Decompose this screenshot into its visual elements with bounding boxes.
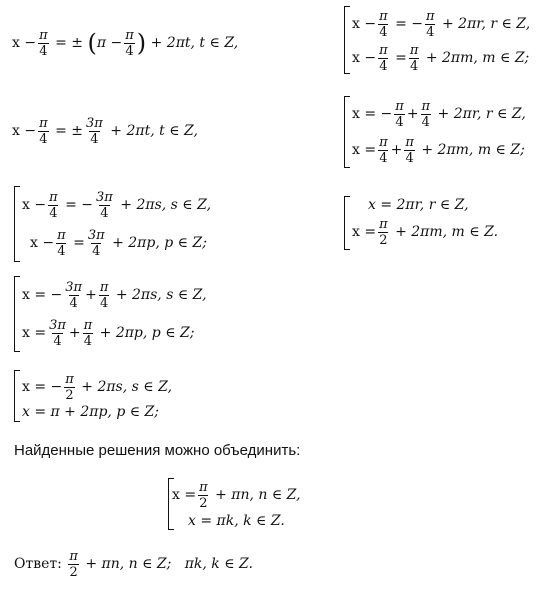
- system-c-line-1: x = − $\frac{\pi}{2}$ + 2πs, s ∈ Z,: [22, 371, 173, 403]
- system-bracket: [344, 196, 350, 250]
- system-right-2: [344, 96, 551, 168]
- fraction-3pi-over-4: $\frac{3\pi}{4}$: [86, 115, 103, 147]
- equation-tail: + 2πt, t ∈ Z,: [110, 123, 198, 139]
- system-bracket: [14, 186, 20, 262]
- system-a-line-1: x − $\frac{\pi}{4}$ = − $\frac{3\pi}{4}$ + 2πs, s ∈ Z,: [22, 189, 212, 221]
- fraction-pi-over-4: $\frac{\pi}{4}$: [39, 27, 48, 59]
- answer-part-1: + πn, n ∈ Z;: [85, 556, 172, 572]
- system-final: [168, 478, 325, 530]
- answer-label: Ответ:: [14, 556, 62, 572]
- system-bracket: [344, 6, 350, 74]
- combine-caption: Найденные решения можно объединить:: [14, 442, 301, 459]
- system-c: [14, 370, 201, 422]
- system-right-3-line-2: x = $\frac{\pi}{2}$ + 2πm, m ∈ Z.: [352, 216, 499, 248]
- system-right-2-line-1: x = − $\frac{\pi}{4}$ + $\frac{\pi}{4}$ + 2πr, r ∈ Z,: [352, 98, 526, 130]
- equals-plus-minus: = ±: [55, 123, 84, 139]
- system-final-line-1: x = $\frac{\pi}{2}$ + πn, n ∈ Z,: [172, 479, 301, 511]
- minus-sign: −: [24, 35, 37, 51]
- fraction-pi-over-2: $\frac{\pi}{2}$: [69, 548, 78, 580]
- system-right-1-line-1: x − $\frac{\pi}{4}$ = − $\frac{\pi}{4}$ + 2πr, r ∈ Z,: [352, 8, 531, 40]
- fraction-pi-over-4: $\frac{\pi}{4}$: [39, 115, 48, 147]
- system-b-line-1: x = − $\frac{3\pi}{4}$ + $\frac{\pi}{4}$ + 2πs, s ∈ Z,: [22, 279, 207, 311]
- answer-part-2: πk, k ∈ Z.: [184, 556, 253, 572]
- pi-symbol: π: [96, 35, 107, 51]
- minus-sign: −: [24, 123, 37, 139]
- answer-line: [14, 546, 253, 582]
- equals-plus-minus: = ±: [55, 35, 84, 51]
- var-x: x: [12, 35, 20, 51]
- system-a: [14, 186, 241, 262]
- system-bracket: [344, 96, 350, 168]
- equation-1: [12, 22, 238, 64]
- system-right-1: [344, 6, 551, 74]
- system-right-1-line-2: x − $\frac{\pi}{4}$ = $\frac{\pi}{4}$ + 2πm, m ∈ Z;: [352, 42, 530, 74]
- system-final-line-2: x = πk, k ∈ Z.: [188, 513, 285, 529]
- system-a-line-2: x − $\frac{\pi}{4}$ = $\frac{3\pi}{4}$ + 2πp, p ∈ Z;: [30, 227, 207, 259]
- system-right-3: [344, 196, 521, 250]
- right-paren: ): [136, 29, 147, 57]
- var-x: x: [12, 123, 20, 139]
- system-right-3-line-1: x = 2πr, r ∈ Z,: [368, 197, 469, 213]
- system-bracket: [14, 276, 20, 352]
- system-b-line-2: x = $\frac{3\pi}{4}$ + $\frac{\pi}{4}$ + 2πp, p ∈ Z;: [22, 317, 195, 349]
- left-paren: (: [87, 29, 97, 57]
- system-bracket: [14, 370, 20, 422]
- equation-tail: + 2πt, t ∈ Z,: [150, 35, 239, 51]
- system-c-line-2: x = π + 2πp, p ∈ Z;: [22, 404, 159, 420]
- system-b: [14, 276, 241, 352]
- fraction-pi-over-4: $\frac{\pi}{4}$: [125, 27, 134, 59]
- equation-2: [12, 110, 198, 152]
- minus-sign: −: [110, 35, 123, 51]
- system-right-2-line-2: x = $\frac{\pi}{4}$ + $\frac{\pi}{4}$ + 2πm, m ∈ Z;: [352, 134, 525, 166]
